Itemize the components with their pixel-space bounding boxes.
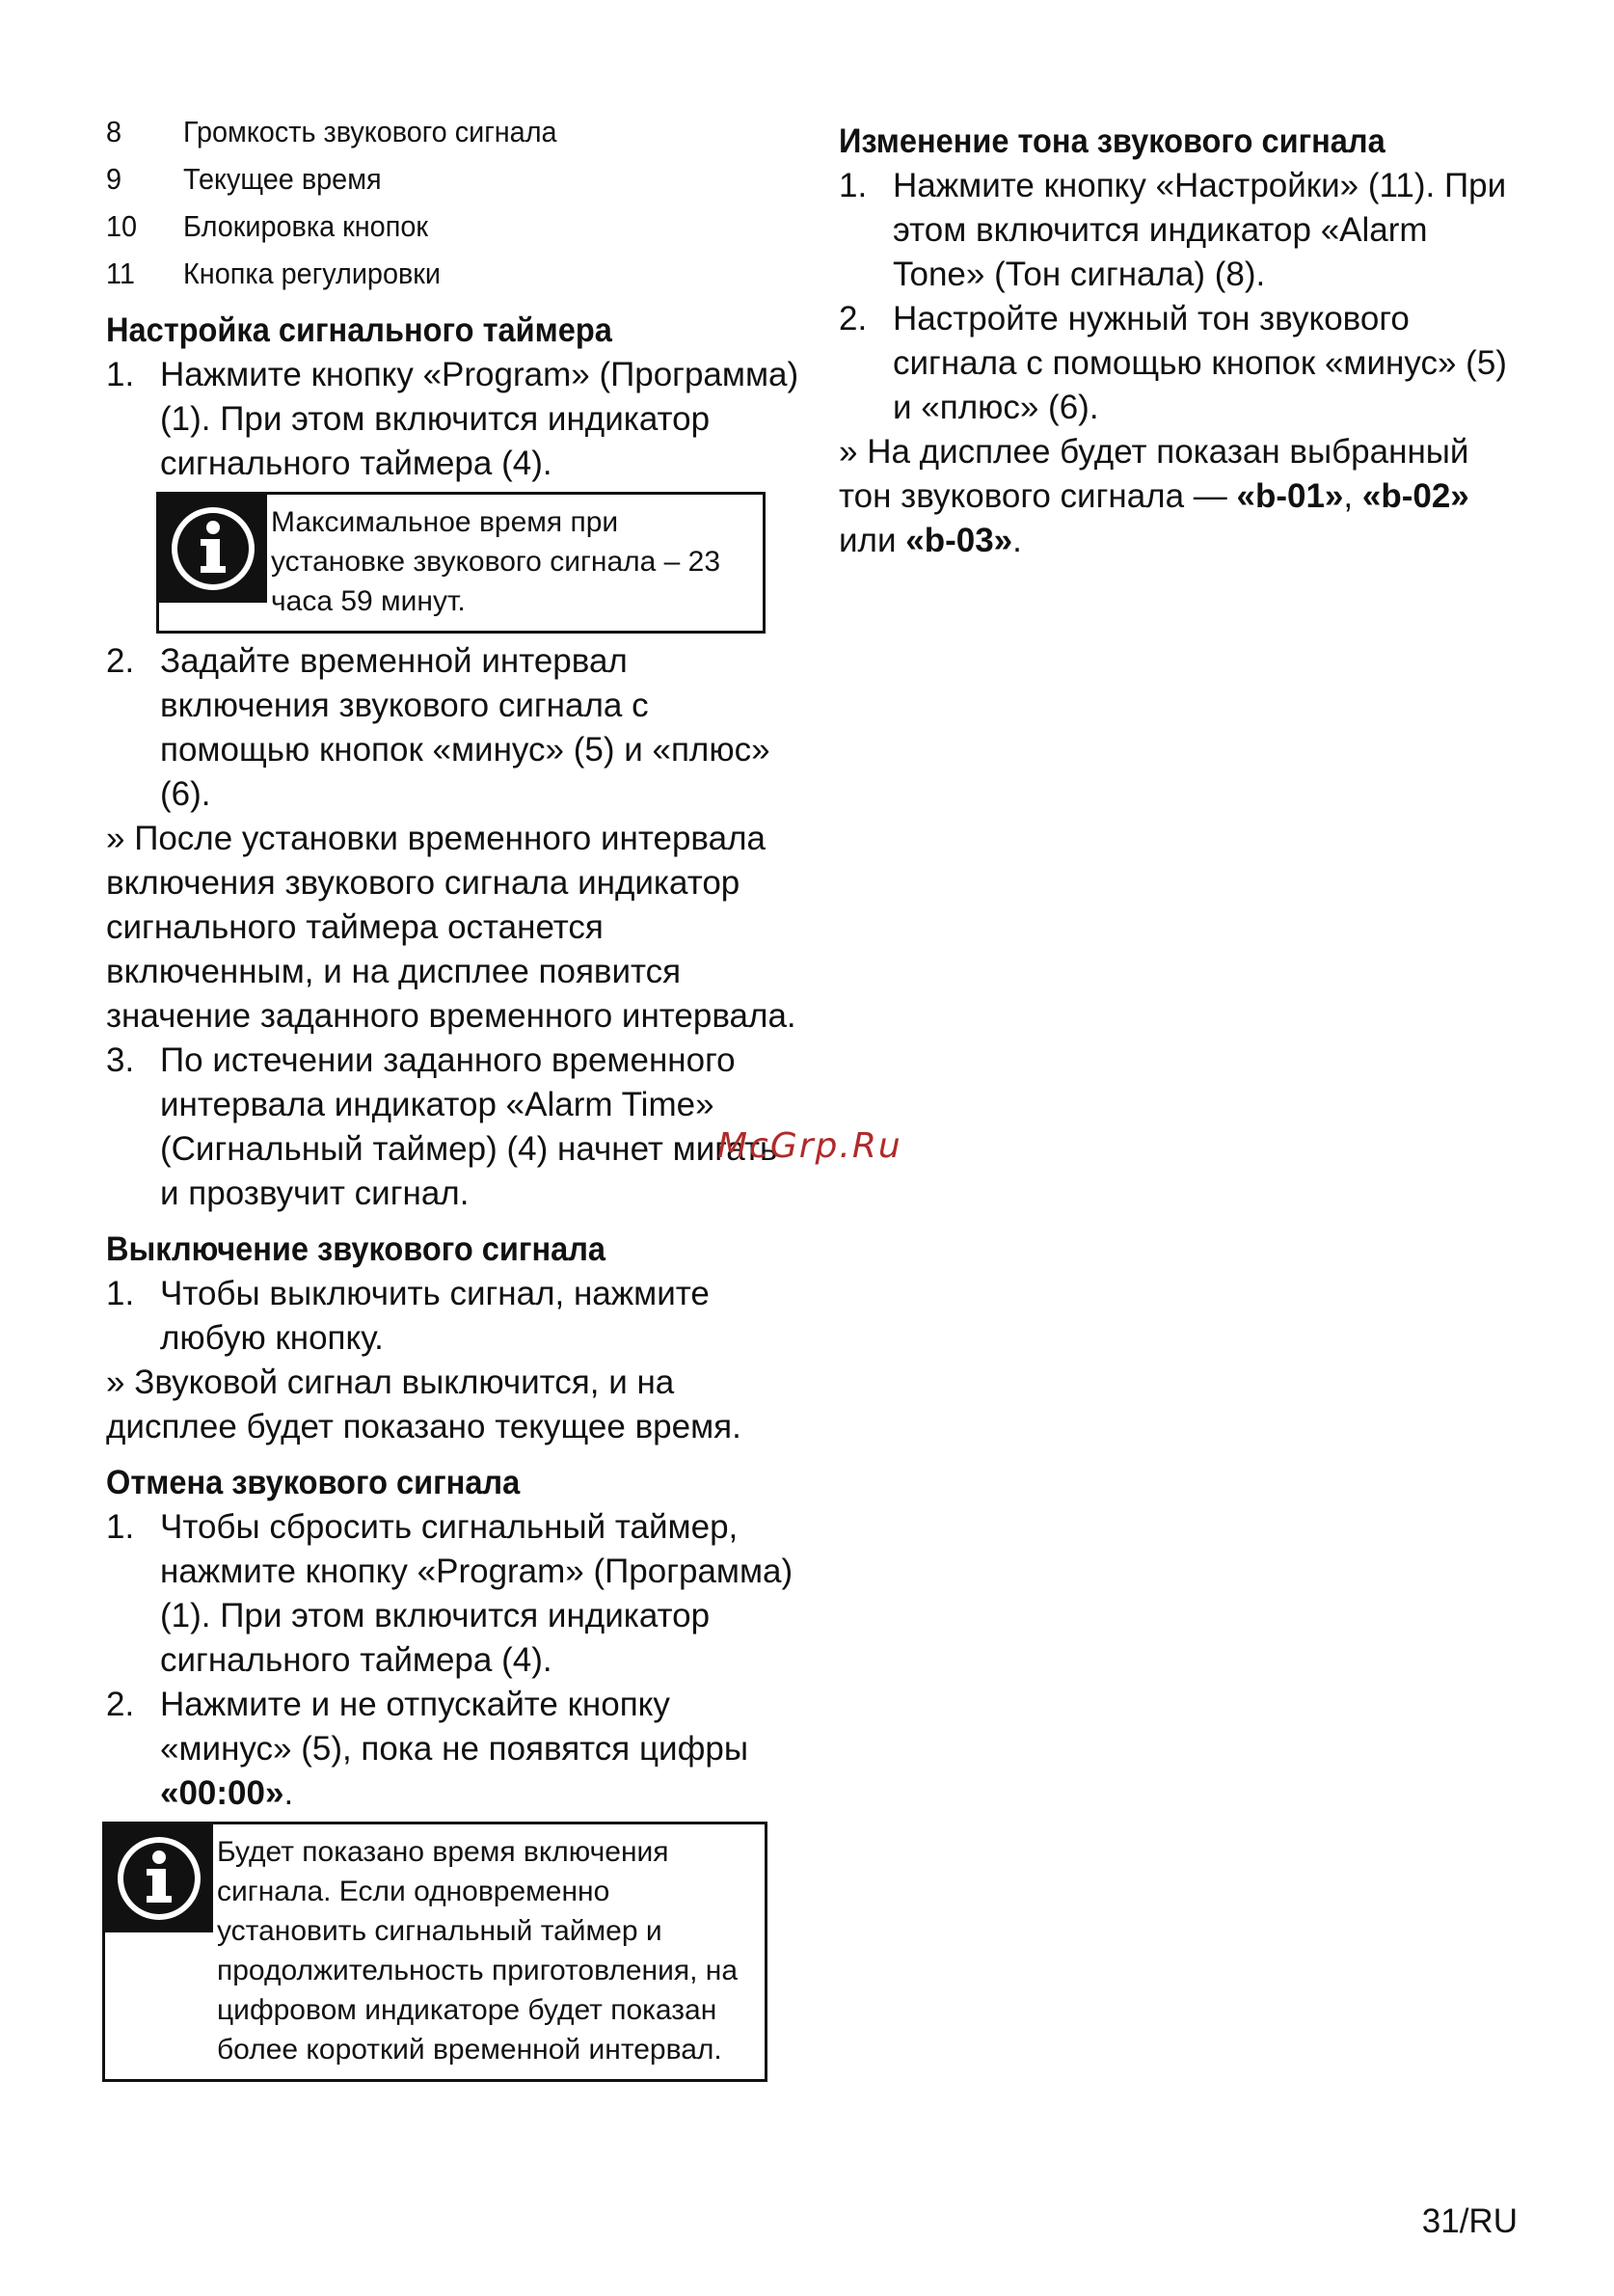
alarm-setup-step-1 xyxy=(106,353,800,486)
tone-option: «b-02» xyxy=(1361,477,1469,515)
step-number: 2. xyxy=(839,300,868,338)
tone-change-step-2 xyxy=(839,297,1514,430)
step-text xyxy=(160,1683,800,1816)
legend-item xyxy=(106,108,752,155)
alarm-setup-result: » После установки временного интервала включения звукового сигнала индикатор сигнального таймера останется включенным, и на дисплее появится значение заданного временного интервала. xyxy=(106,820,796,1035)
tone-option: «b-03» xyxy=(905,522,1013,559)
alarm-setup-step-2 xyxy=(106,639,800,817)
legend-number: 10 xyxy=(106,209,138,243)
separator: или xyxy=(839,522,906,559)
step-text: Нажмите кнопку «Program» (Программа) (1). При этом включится индикатор сигнального таймера (4). xyxy=(160,356,799,482)
step-text: Нажмите кнопку «Настройки» (11). При этом включится индикатор «Alarm Tone» (Тон сигнала) (8). xyxy=(893,167,1507,293)
step-text: По истечении заданного временного интервала индикатор «Alarm Time» (Сигнальный таймер) (4) начнет мигать и прозвучит сигнал. xyxy=(160,1041,778,1212)
note-text: Максимальное время при установке звукового сигнала – 23 часа 59 минут. xyxy=(271,506,721,617)
legend-number: 9 xyxy=(106,162,122,196)
watermark: McGrp.Ru xyxy=(717,1126,902,1166)
parts-legend xyxy=(106,108,800,297)
alarm-cancel-step-1 xyxy=(106,1505,800,1683)
tone-change-result xyxy=(839,430,1514,563)
page-number: 31/RU xyxy=(1421,2202,1518,2240)
legend-number: 8 xyxy=(106,115,122,149)
alarm-cancel-step-2 xyxy=(106,1683,800,1816)
info-note-shorter-interval xyxy=(102,1822,767,2082)
legend-item xyxy=(106,203,752,250)
tone-option: «b-01» xyxy=(1236,477,1344,515)
alarm-off-heading: Выключение звукового сигнала xyxy=(106,1230,606,1268)
step-text-part: . xyxy=(283,1774,294,1812)
left-column xyxy=(106,108,800,2088)
step-text: Чтобы выключить сигнал, нажмите любую кнопку. xyxy=(160,1275,710,1357)
legend-item xyxy=(106,155,752,203)
separator: , xyxy=(1343,477,1362,515)
alarm-off-step-1 xyxy=(106,1272,800,1361)
result-end: . xyxy=(1012,522,1022,559)
step-text-part: Нажмите и не отпускайте кнопку «минус» (5), пока не появятся цифры xyxy=(160,1686,748,1768)
alarm-off-result: » Звуковой сигнал выключится, и на дисплее будет показано текущее время. xyxy=(106,1364,741,1445)
tone-change-step-1 xyxy=(839,164,1514,297)
legend-label: Текущее время xyxy=(182,162,382,196)
alarm-setup-heading: Настройка сигнального таймера xyxy=(106,311,612,349)
step-number: 1. xyxy=(106,356,135,393)
info-icon xyxy=(159,495,267,603)
info-note-max-time xyxy=(156,492,766,634)
legend-label: Громкость звукового сигнала xyxy=(182,115,557,149)
step-text: Чтобы сбросить сигнальный таймер, нажмите кнопку «Program» (Программа) (1). При этом включится индикатор сигнального таймера (4). xyxy=(160,1508,794,1679)
step-number: 1. xyxy=(106,1275,135,1312)
note-text: Будет показано время включения сигнала. Если одновременно установить сигнальный таймер и продолжительность приготовления, на цифровом индикаторе будет показан более короткий временной интервал. xyxy=(217,1836,739,2066)
alarm-cancel-heading: Отмена звукового сигнала xyxy=(106,1464,521,1501)
step-number: 1. xyxy=(106,1508,135,1546)
step-number: 3. xyxy=(106,1041,135,1079)
info-icon xyxy=(105,1824,213,1932)
result-text: » На дисплее будет показан выбранный тон звукового сигнала — xyxy=(839,433,1469,515)
legend-item xyxy=(106,250,752,297)
step-text: Задайте временной интервал включения звукового сигнала с помощью кнопок «минус» (5) и «плюс» (6). xyxy=(160,642,770,813)
legend-number: 11 xyxy=(106,257,135,290)
tone-change-heading: Изменение тона звукового сигнала xyxy=(839,122,1385,160)
step-number: 1. xyxy=(839,167,868,204)
alarm-setup-step-3 xyxy=(106,1039,800,1216)
legend-label: Кнопка регулировки xyxy=(182,257,442,290)
legend-label: Блокировка кнопок xyxy=(182,209,428,243)
right-column xyxy=(839,120,1514,563)
step-number: 2. xyxy=(106,642,135,680)
display-value: «00:00» xyxy=(160,1774,284,1812)
step-text: Настройте нужный тон звукового сигнала с помощью кнопок «минус» (5) и «плюс» (6). xyxy=(893,300,1507,426)
step-number: 2. xyxy=(106,1686,135,1723)
